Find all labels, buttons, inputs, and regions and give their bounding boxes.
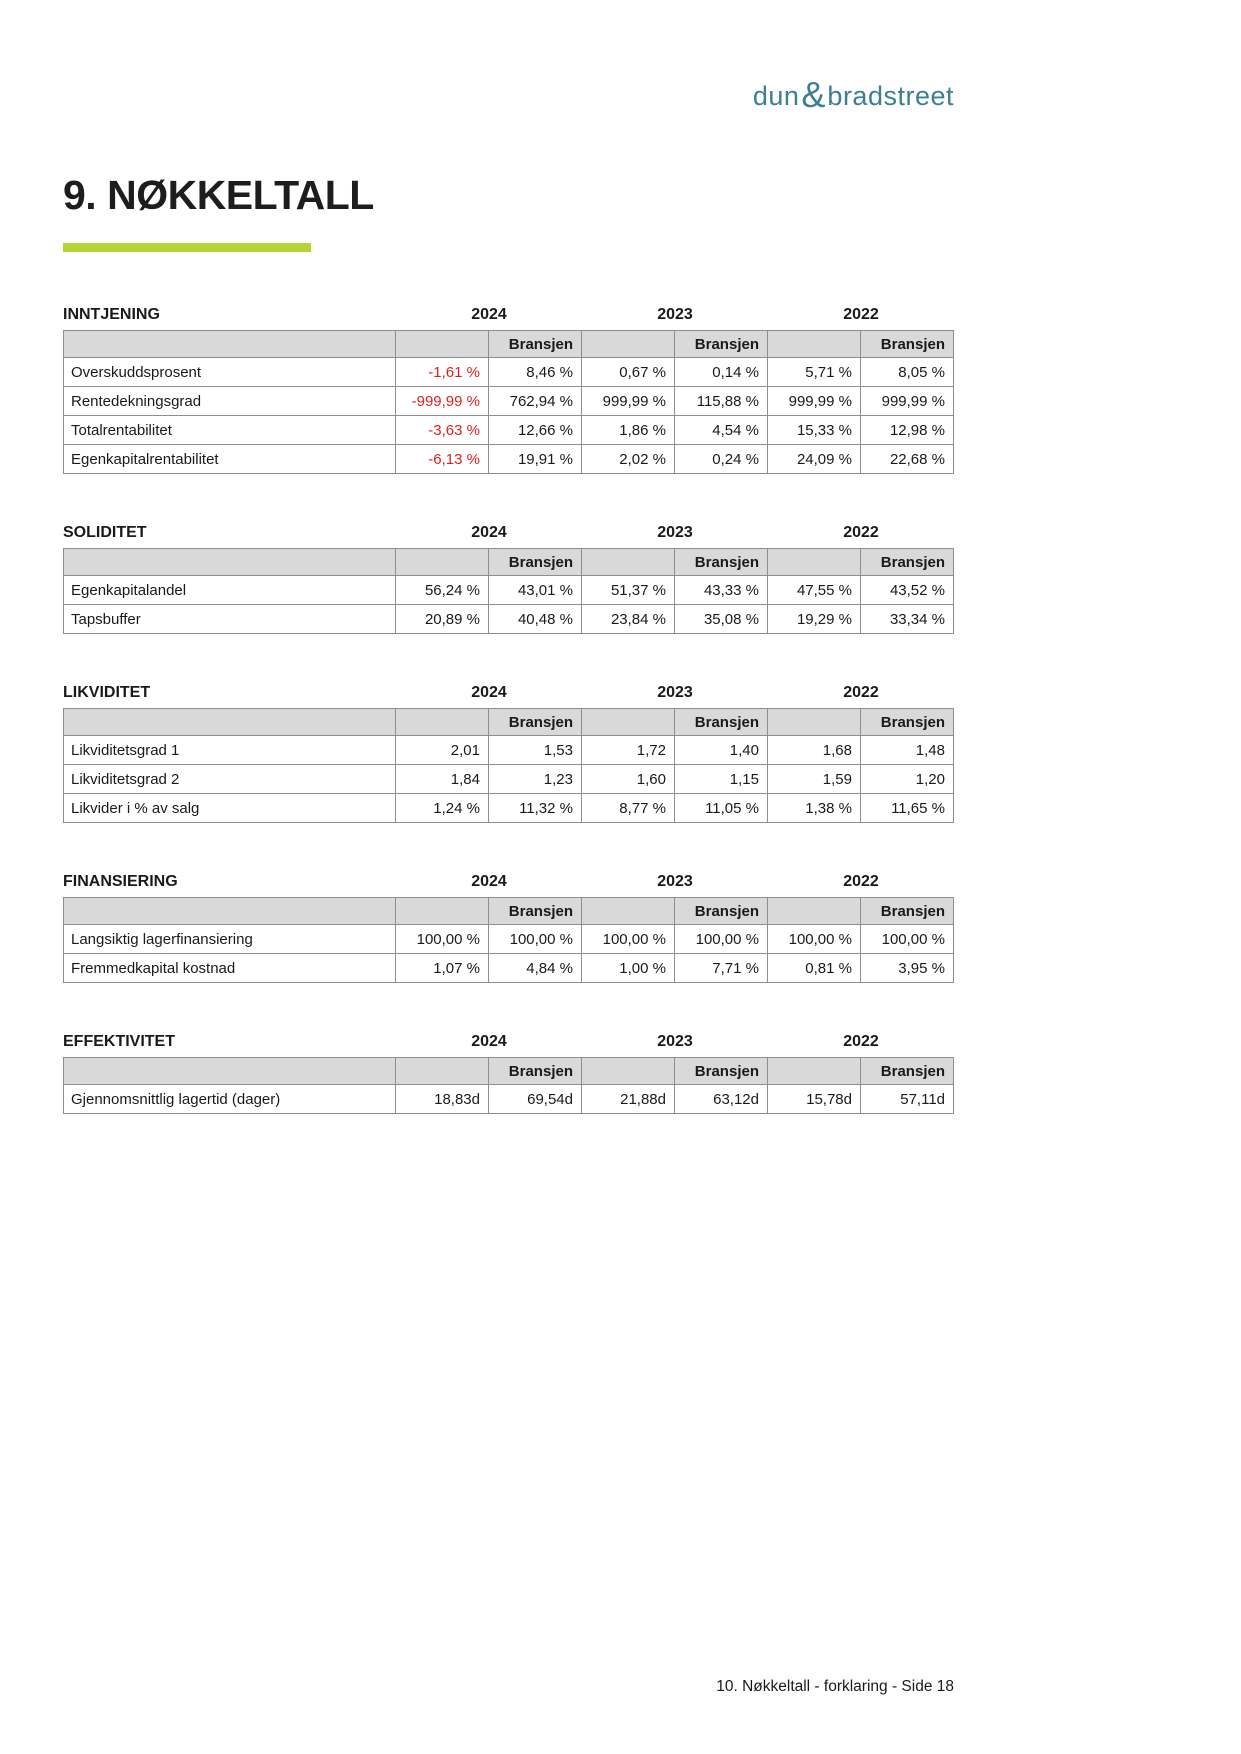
cell-value: 15,33 %: [768, 416, 861, 445]
year-header-2022: 2022: [843, 873, 879, 890]
cell-value: 19,29 %: [768, 605, 861, 634]
table-row: [64, 605, 954, 634]
cell-value: 999,99 %: [861, 387, 954, 416]
header-cell-empty: [582, 709, 675, 736]
cell-value: 1,24 %: [396, 794, 489, 823]
cell-value: -6,13 %: [396, 445, 489, 474]
header-cell-bransjen: Bransjen: [489, 1058, 582, 1085]
cell-value: 4,54 %: [675, 416, 768, 445]
year-header-2023: 2023: [657, 306, 693, 323]
dun-bradstreet-logo: [63, 74, 954, 116]
cell-value: 8,46 %: [489, 358, 582, 387]
header-cell-bransjen: Bransjen: [489, 549, 582, 576]
table-row: [64, 576, 954, 605]
cell-value: 7,71 %: [675, 954, 768, 983]
header-cell-bransjen: Bransjen: [861, 898, 954, 925]
cell-value: 69,54d: [489, 1085, 582, 1114]
table-row: [64, 794, 954, 823]
table-row: [64, 736, 954, 765]
cell-value: 43,52 %: [861, 576, 954, 605]
table-header-row: [64, 898, 954, 925]
row-label: Likviditetsgrad 2: [64, 765, 396, 794]
cell-value: 1,84: [396, 765, 489, 794]
header-cell-empty: [64, 709, 396, 736]
table-row: [64, 1085, 954, 1114]
year-header-2022: 2022: [843, 306, 879, 323]
cell-value: 0,14 %: [675, 358, 768, 387]
table-header-row: [64, 1058, 954, 1085]
cell-value: 0,81 %: [768, 954, 861, 983]
cell-value: 11,65 %: [861, 794, 954, 823]
header-cell-empty: [768, 1058, 861, 1085]
cell-value: -999,99 %: [396, 387, 489, 416]
header-cell-bransjen: Bransjen: [675, 331, 768, 358]
section-title: INNTJENING: [63, 306, 160, 323]
section-soliditet: [63, 524, 954, 634]
cell-value: 40,48 %: [489, 605, 582, 634]
table-header-row: [64, 549, 954, 576]
header-cell-empty: [768, 549, 861, 576]
header-cell-empty: [396, 549, 489, 576]
cell-value: 21,88d: [582, 1085, 675, 1114]
row-label: Gjennomsnittlig lagertid (dager): [64, 1085, 396, 1114]
year-header-2022: 2022: [843, 524, 879, 541]
table-row: [64, 387, 954, 416]
cell-value: 1,86 %: [582, 416, 675, 445]
report-page-content: [63, 0, 954, 1114]
year-header-2024: 2024: [471, 873, 507, 890]
cell-value: 12,98 %: [861, 416, 954, 445]
cell-value: 2,01: [396, 736, 489, 765]
cell-value: 1,40: [675, 736, 768, 765]
header-cell-empty: [396, 898, 489, 925]
cell-value: 56,24 %: [396, 576, 489, 605]
section-header: [63, 306, 954, 324]
header-cell-bransjen: Bransjen: [675, 549, 768, 576]
cell-value: 1,60: [582, 765, 675, 794]
cell-value: 1,07 %: [396, 954, 489, 983]
header-cell-empty: [64, 549, 396, 576]
header-cell-empty: [64, 898, 396, 925]
cell-value: 18,83d: [396, 1085, 489, 1114]
year-header-2023: 2023: [657, 1033, 693, 1050]
header-cell-bransjen: Bransjen: [861, 549, 954, 576]
year-header-2023: 2023: [657, 684, 693, 701]
section-header: [63, 684, 954, 702]
cell-value: 8,05 %: [861, 358, 954, 387]
header-cell-empty: [396, 709, 489, 736]
ampersand-icon: &: [801, 74, 826, 115]
table-row: [64, 358, 954, 387]
cell-value: 1,53: [489, 736, 582, 765]
row-label: Fremmedkapital kostnad: [64, 954, 396, 983]
year-header-2022: 2022: [843, 1033, 879, 1050]
cell-value: 5,71 %: [768, 358, 861, 387]
page-title: 9. NØKKELTALL: [63, 172, 374, 218]
header-cell-bransjen: Bransjen: [861, 1058, 954, 1085]
cell-value: 0,67 %: [582, 358, 675, 387]
header-cell-empty: [64, 331, 396, 358]
data-table: [63, 330, 954, 474]
cell-value: 63,12d: [675, 1085, 768, 1114]
header-cell-bransjen: Bransjen: [861, 709, 954, 736]
cell-value: 999,99 %: [582, 387, 675, 416]
logo-word-dun: dun: [752, 81, 800, 111]
cell-value: 23,84 %: [582, 605, 675, 634]
section-header: [63, 1033, 954, 1051]
row-label: Likviditetsgrad 1: [64, 736, 396, 765]
table-header-row: [64, 331, 954, 358]
section-effektivitet: [63, 1033, 954, 1114]
cell-value: 3,95 %: [861, 954, 954, 983]
cell-value: 0,24 %: [675, 445, 768, 474]
cell-value: 51,37 %: [582, 576, 675, 605]
year-header-2024: 2024: [471, 1033, 507, 1050]
header-cell-empty: [396, 1058, 489, 1085]
section-title: EFFEKTIVITET: [63, 1033, 175, 1050]
section-likviditet: [63, 684, 954, 823]
cell-value: 1,59: [768, 765, 861, 794]
header-cell-empty: [582, 1058, 675, 1085]
header-cell-bransjen: Bransjen: [675, 1058, 768, 1085]
year-header-2024: 2024: [471, 306, 507, 323]
cell-value: 999,99 %: [768, 387, 861, 416]
year-header-2024: 2024: [471, 684, 507, 701]
header-cell-empty: [582, 549, 675, 576]
cell-value: 115,88 %: [675, 387, 768, 416]
cell-value: 100,00 %: [861, 925, 954, 954]
cell-value: 11,05 %: [675, 794, 768, 823]
row-label: Overskuddsprosent: [64, 358, 396, 387]
header-cell-empty: [582, 331, 675, 358]
section-title: SOLIDITET: [63, 524, 147, 541]
cell-value: 1,68: [768, 736, 861, 765]
header-cell-bransjen: Bransjen: [489, 709, 582, 736]
table-row: [64, 925, 954, 954]
cell-value: 100,00 %: [675, 925, 768, 954]
section-header: [63, 524, 954, 542]
cell-value: 24,09 %: [768, 445, 861, 474]
data-table: [63, 1057, 954, 1114]
row-label: Likvider i % av salg: [64, 794, 396, 823]
header-cell-empty: [768, 709, 861, 736]
cell-value: 1,20: [861, 765, 954, 794]
row-label: Egenkapitalrentabilitet: [64, 445, 396, 474]
cell-value: 1,00 %: [582, 954, 675, 983]
cell-value: 762,94 %: [489, 387, 582, 416]
data-table: [63, 548, 954, 634]
row-label: Rentedekningsgrad: [64, 387, 396, 416]
cell-value: 1,23: [489, 765, 582, 794]
table-header-row: [64, 709, 954, 736]
header-cell-empty: [768, 331, 861, 358]
header-cell-empty: [396, 331, 489, 358]
cell-value: 100,00 %: [768, 925, 861, 954]
header-cell-bransjen: Bransjen: [675, 898, 768, 925]
section-title: LIKVIDITET: [63, 684, 151, 701]
row-label: Totalrentabilitet: [64, 416, 396, 445]
cell-value: 43,33 %: [675, 576, 768, 605]
header-cell-bransjen: Bransjen: [489, 898, 582, 925]
cell-value: 57,11d: [861, 1085, 954, 1114]
cell-value: 1,48: [861, 736, 954, 765]
cell-value: 19,91 %: [489, 445, 582, 474]
cell-value: 22,68 %: [861, 445, 954, 474]
header-cell-bransjen: Bransjen: [675, 709, 768, 736]
header-cell-empty: [768, 898, 861, 925]
year-header-2023: 2023: [657, 524, 693, 541]
cell-value: 100,00 %: [582, 925, 675, 954]
cell-value: 100,00 %: [489, 925, 582, 954]
cell-value: 43,01 %: [489, 576, 582, 605]
cell-value: 11,32 %: [489, 794, 582, 823]
page-footer: 10. Nøkkeltall - forklaring - Side 18: [716, 1678, 954, 1695]
row-label: Tapsbuffer: [64, 605, 396, 634]
header-cell-bransjen: Bransjen: [861, 331, 954, 358]
data-table: [63, 708, 954, 823]
cell-value: 1,38 %: [768, 794, 861, 823]
cell-value: -3,63 %: [396, 416, 489, 445]
logo-word-bradstreet: bradstreet: [827, 81, 954, 111]
cell-value: 15,78d: [768, 1085, 861, 1114]
header-cell-empty: [64, 1058, 396, 1085]
section-header: [63, 873, 954, 891]
section-title: FINANSIERING: [63, 873, 178, 890]
row-label: Langsiktig lagerfinansiering: [64, 925, 396, 954]
cell-value: 20,89 %: [396, 605, 489, 634]
cell-value: 4,84 %: [489, 954, 582, 983]
cell-value: 1,15: [675, 765, 768, 794]
cell-value: 12,66 %: [489, 416, 582, 445]
data-table: [63, 897, 954, 983]
section-inntjening: [63, 306, 954, 474]
header-cell-bransjen: Bransjen: [489, 331, 582, 358]
row-label: Egenkapitalandel: [64, 576, 396, 605]
table-row: [64, 416, 954, 445]
header-cell-empty: [582, 898, 675, 925]
table-row: [64, 445, 954, 474]
cell-value: 8,77 %: [582, 794, 675, 823]
cell-value: 1,72: [582, 736, 675, 765]
year-header-2024: 2024: [471, 524, 507, 541]
cell-value: -1,61 %: [396, 358, 489, 387]
accent-bar: [63, 243, 311, 252]
table-row: [64, 954, 954, 983]
cell-value: 35,08 %: [675, 605, 768, 634]
section-finansiering: [63, 873, 954, 983]
table-row: [64, 765, 954, 794]
cell-value: 33,34 %: [861, 605, 954, 634]
cell-value: 47,55 %: [768, 576, 861, 605]
year-header-2022: 2022: [843, 684, 879, 701]
cell-value: 2,02 %: [582, 445, 675, 474]
cell-value: 100,00 %: [396, 925, 489, 954]
year-header-2023: 2023: [657, 873, 693, 890]
